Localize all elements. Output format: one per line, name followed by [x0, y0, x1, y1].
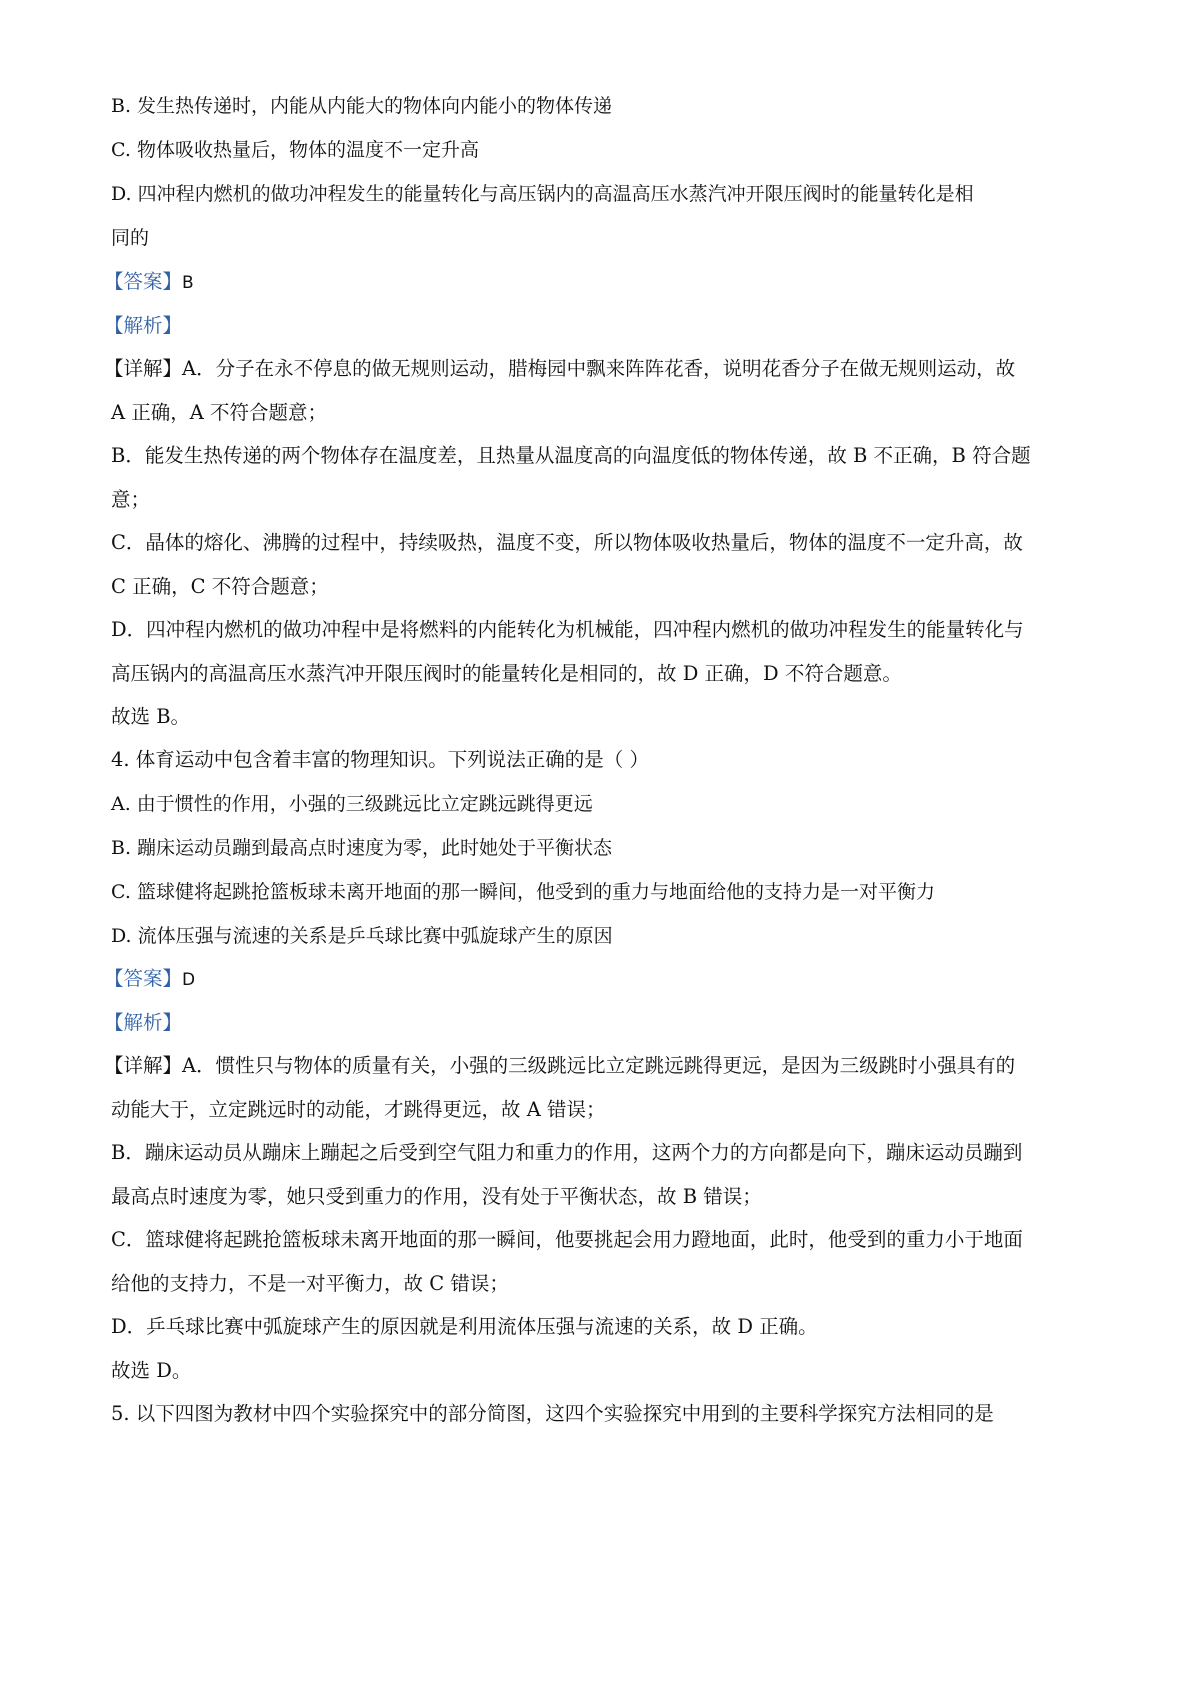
- q3-detail-line: D．四冲程内燃机的做功冲程中是将燃料的内能转化为机械能，四冲程内燃机的做功冲程发生的能量转化与: [111, 618, 1024, 641]
- q5-stem: 5. 以下四图为教材中四个实验探究中的部分简图，这四个实验探究中用到的主要科学探究方法相同的是: [111, 1402, 994, 1425]
- q3-detail-line: B．能发生热传递的两个物体存在温度差，且热量从温度高的向温度低的物体传递，故 B 不正确，B 符合题: [111, 444, 1031, 467]
- q4-answer-tag: 【答案】: [104, 967, 183, 990]
- q3-detail-line: 高压锅内的高温高压水蒸汽冲开限压阀时的能量转化是相同的，故 D 正确，D 不符合题意。: [111, 662, 902, 685]
- q4-option-c: C. 篮球健将起跳抢篮板球未离开地面的那一瞬间，他受到的重力与地面给他的支持力是一对平衡力: [111, 881, 935, 903]
- q3-answer: [104, 269, 194, 296]
- q3-conclusion: 故选 B。: [111, 705, 191, 728]
- q3-detail-line: [104, 356, 1015, 382]
- q4-detail-line: 动能大于，立定跳远时的动能，才跳得更远，故 A 错误；: [111, 1098, 606, 1121]
- q4-detail-tag: 【详解】: [104, 1054, 183, 1077]
- q3-detail-line: 意；: [111, 488, 151, 511]
- q4-analysis-tag: 【解析】: [104, 1011, 183, 1034]
- q4-detail-line: B．蹦床运动员从蹦床上蹦起之后受到空气阻力和重力的作用，这两个力的方向都是向下，蹦床运动员蹦到: [111, 1141, 1023, 1164]
- q3-option-d-line2: 同的: [111, 227, 150, 249]
- q3-detail-tag: 【详解】: [104, 357, 183, 380]
- q4-answer: [104, 966, 195, 993]
- q4-stem: 4. 体育运动中包含着丰富的物理知识。下列说法正确的是（ ）: [111, 748, 650, 771]
- q4-detail-line: 最高点时速度为零，她只受到重力的作用，没有处于平衡状态，故 B 错误；: [111, 1185, 762, 1208]
- q3-analysis-tag: 【解析】: [104, 314, 183, 337]
- q4-detail-text: A．惯性只与物体的质量有关，小强的三级跳远比立定跳远跳得更远，是因为三级跳时小强具有的: [182, 1054, 1016, 1077]
- q4-detail-line: D．乒乓球比赛中弧旋球产生的原因就是利用流体压强与流速的关系，故 D 正确。: [111, 1315, 818, 1338]
- q4-detail-line: [104, 1053, 1015, 1079]
- q3-detail-line: C 正确，C 不符合题意；: [111, 575, 329, 598]
- q3-answer-value: B: [182, 273, 194, 293]
- q4-detail-line: C．篮球健将起跳抢篮板球未离开地面的那一瞬间，他要挑起会用力蹬地面，此时，他受到的重力小于地面: [111, 1228, 1023, 1251]
- q4-option-d: D. 流体压强与流速的关系是乒乓球比赛中弧旋球产生的原因: [111, 925, 613, 947]
- q3-detail-line: A 正确，A 不符合题意；: [111, 401, 328, 424]
- q4-option-a: A. 由于惯性的作用，小强的三级跳远比立定跳远跳得更远: [111, 793, 593, 815]
- q3-option-b: B. 发生热传递时，内能从内能大的物体向内能小的物体传递: [111, 95, 613, 117]
- q3-answer-tag: 【答案】: [104, 270, 183, 293]
- q4-option-b: B. 蹦床运动员蹦到最高点时速度为零，此时她处于平衡状态: [111, 837, 613, 859]
- q3-detail-line: C．晶体的熔化、沸腾的过程中，持续吸热，温度不变，所以物体吸收热量后，物体的温度不一定升高，故: [111, 531, 1023, 554]
- q4-answer-value: D: [182, 970, 196, 990]
- q4-detail-line: 给他的支持力，不是一对平衡力，故 C 错误；: [111, 1272, 509, 1295]
- q3-option-c: C. 物体吸收热量后，物体的温度不一定升高: [111, 139, 479, 161]
- q3-option-d-line1: D. 四冲程内燃机的做功冲程发生的能量转化与高压锅内的高温高压水蒸汽冲开限压阀时的能量转化是相: [111, 183, 974, 205]
- q4-conclusion: 故选 D。: [111, 1359, 192, 1382]
- q3-detail-text: A．分子在永不停息的做无规则运动，腊梅园中飘来阵阵花香，说明花香分子在做无规则运动，故: [182, 357, 1016, 380]
